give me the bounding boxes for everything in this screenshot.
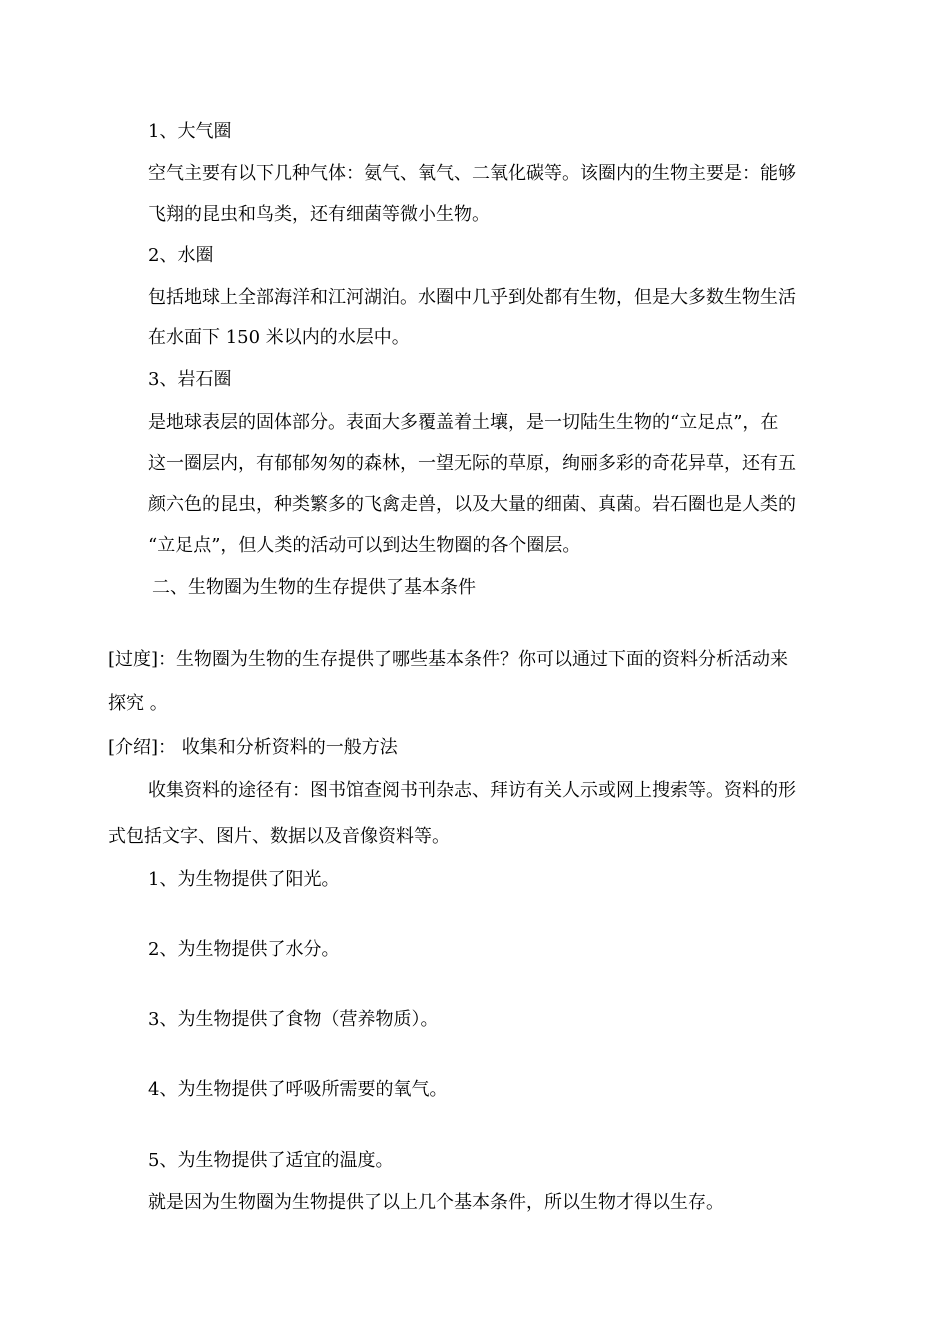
paragraph-line: 收集资料的途径有：图书馆查阅书刊杂志、拜访有关人示或网上搜索等。资料的形 [148,780,796,801]
list-item: 2、为生物提供了水分。 [148,939,340,960]
conclusion-line: 就是因为生物圈为生物提供了以上几个基本条件，所以生物才得以生存。 [148,1192,724,1213]
transition-line: [过度]：生物圈为生物的生存提供了哪些基本条件？你可以通过下面的资料分析活动来 [108,649,789,670]
list-item: 5、为生物提供了适宜的温度。 [148,1150,394,1171]
paragraph-line: 这一圈层内，有郁郁匆匆的森林，一望无际的草原，绚丽多彩的奇花异草，还有五 [148,453,796,474]
paragraph-line: 包括地球上全部海洋和江河湖泊。水圈中几乎到处都有生物，但是大多数生物生活 [148,287,796,308]
section-heading: 3、岩石圈 [148,369,232,390]
intro-line: [介绍]： 收集和分析资料的一般方法 [108,737,398,758]
paragraph-line: 是地球表层的固体部分。表面大多覆盖着土壤，是一切陆生生物的“立足点”，在 [148,412,779,433]
paragraph-line: “立足点”，但人类的活动可以到达生物圈的各个圈层。 [148,535,581,556]
section-heading: 1、大气圈 [148,121,232,142]
paragraph-line: 飞翔的昆虫和鸟类，还有细菌等微小生物。 [148,204,490,225]
paragraph-line: 颜六色的昆虫，种类繁多的飞禽走兽，以及大量的细菌、真菌。岩石圈也是人类的 [148,494,796,515]
paragraph-line: 在水面下 150 米以内的水层中。 [148,327,410,348]
section-heading: 2、水圈 [148,245,214,266]
list-item: 3、为生物提供了食物（营养物质）。 [148,1009,439,1030]
transition-line: 探究 。 [108,693,168,714]
chapter-heading: 二、生物圈为生物的生存提供了基本条件 [152,577,476,598]
list-item: 1、为生物提供了阳光。 [148,869,340,890]
paragraph-line: 空气主要有以下几种气体：氨气、氧气、二氧化碳等。该圈内的生物主要是：能够 [148,163,796,184]
list-item: 4、为生物提供了呼吸所需要的氧气。 [148,1079,448,1100]
paragraph-line: 式包括文字、图片、数据以及音像资料等。 [108,826,450,847]
